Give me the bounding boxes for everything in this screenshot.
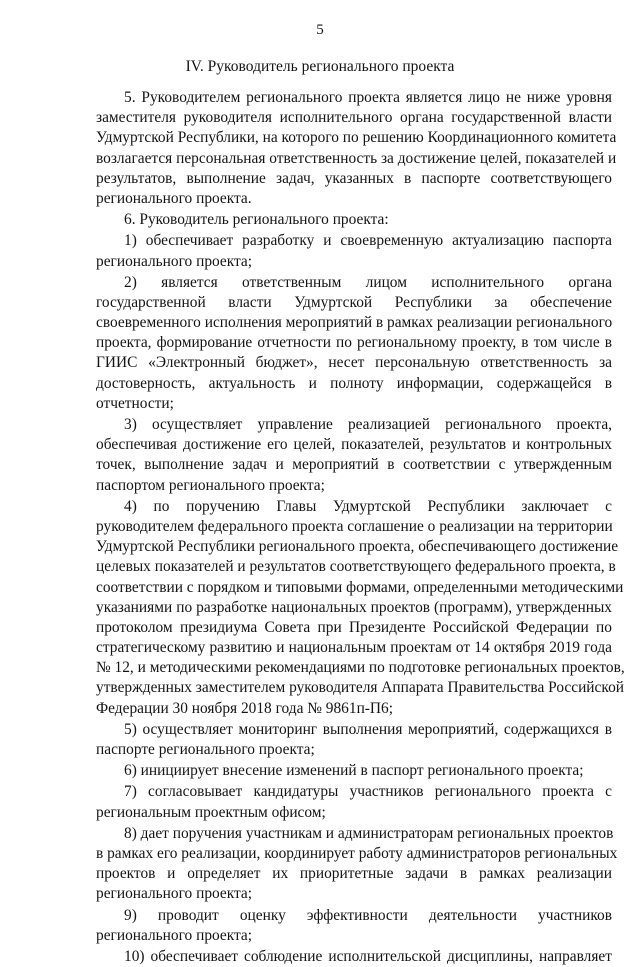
paragraph: [96, 415, 612, 496]
paragraph: [96, 497, 625, 719]
text-line: стратегическому развитию и национальным проектам от 14 октября 2019 года: [96, 639, 612, 657]
text-line: ГИИС «Электронный бюджет», несет персональную ответственность за: [96, 354, 612, 372]
document-body: [96, 88, 625, 967]
paragraph: [96, 947, 612, 967]
paragraph: [96, 720, 612, 760]
text-line: 1) обеспечивает разработку и своевременную актуализацию паспорта: [124, 232, 612, 250]
text-line: 3) осуществляет управление реализацией регионального проекта,: [124, 416, 612, 433]
text-line: № 12, и методическими рекомендациями по подготовке региональных проектов,: [96, 659, 625, 677]
text-line: утвержденных заместителем руководителя Аппарата Правительства Российской: [96, 679, 624, 697]
section-title: IV. Руководитель регионального проекта: [185, 58, 455, 75]
text-line: обеспечивая достижение его целей, показателей, результатов и контрольных: [96, 436, 612, 454]
text-line: целевых показателей и результатов соответствующего федерального проекта, в: [96, 558, 616, 576]
page-number: 5: [316, 22, 324, 38]
text-line: проекта, формирование отчетности по региональному проекту, в том числе в: [96, 334, 612, 352]
text-line: 2) является ответственным лицом исполнительного органа: [124, 273, 612, 291]
paragraph: [96, 273, 612, 414]
text-line: регионального проекта.: [96, 189, 252, 207]
text-line: 4) по поручению Главы Удмуртской Республики заключает с: [124, 497, 612, 515]
text-line: паспорте регионального проекта;: [96, 741, 315, 758]
paragraph: [96, 824, 618, 905]
text-line: руководителем федерального проекта соглашение о реализации на территории: [96, 517, 613, 535]
paragraph: [96, 906, 612, 946]
text-line: в рамках его реализации, координирует работу администраторов региональных: [96, 844, 618, 862]
paragraph: [96, 231, 612, 271]
text-line: достоверность, актуальность и полноту информации, содержащейся в: [96, 374, 612, 392]
paragraph: [96, 761, 612, 781]
text-line: Удмуртской Республики, на которого по решению Координационного комитета: [96, 129, 617, 147]
text-line: 9) проводит оценку эффективности деятельности участников: [124, 906, 612, 924]
text-line: регионального проекта;: [96, 252, 253, 270]
text-line: региональным проектным офисом;: [96, 803, 326, 821]
text-line: протоколом президиума Совета при Президенте Российской Федерации по: [96, 618, 612, 636]
text-line: государственной власти Удмуртской Республики за обеспечение: [96, 293, 612, 311]
text-line: возлагается персональная ответственность за достижение целей, показателей и: [96, 149, 617, 167]
text-line: точек, выполнение задач и мероприятий в соответствии с утвержденным: [96, 456, 612, 474]
text-line: отчетности;: [96, 394, 174, 412]
text-line: регионального проекта;: [96, 926, 253, 944]
text-line: Удмуртской Республики регионального проекта, обеспечивающего достижение: [96, 538, 619, 556]
paragraph: [96, 782, 612, 822]
text-line: 8) дает поручения участникам и администраторам региональных проектов: [124, 824, 614, 842]
text-line: заместителя руководителя исполнительного органа государственной власти: [96, 109, 612, 127]
text-line: 6. Руководитель регионального проекта:: [124, 211, 389, 229]
paragraph: [96, 88, 617, 209]
text-line: 5) осуществляет мониторинг выполнения мероприятий, содержащихся в: [124, 720, 612, 738]
text-line: соответствии с порядком и типовыми формами, определенными методическими: [96, 578, 624, 596]
text-line: результатов, выполнение задач, указанных в паспорте соответствующего: [96, 169, 612, 187]
text-line: 5. Руководителем регионального проекта является лицо не ниже уровня: [124, 89, 612, 106]
paragraph: [96, 210, 612, 230]
text-line: 7) согласовывает кандидатуры участников регионального проекта с: [124, 783, 612, 801]
text-line: указаниями по разработке национальных проектов (программ), утвержденных: [96, 598, 612, 616]
text-line: Федерации 30 ноября 2018 года № 9861п-П6;: [96, 699, 394, 717]
text-line: проектов и определяет их приоритетные задачи в рамках реализации: [96, 865, 612, 883]
text-line: 6) инициирует внесение изменений в паспорт регионального проекта;: [124, 762, 584, 780]
text-line: 10) обеспечивает соблюдение исполнительской дисциплины, направляет: [124, 947, 612, 965]
text-line: паспортом регионального проекта;: [96, 476, 325, 494]
text-line: регионального проекта;: [96, 885, 253, 903]
text-line: своевременного исполнения мероприятий в рамках реализации регионального: [96, 314, 613, 332]
